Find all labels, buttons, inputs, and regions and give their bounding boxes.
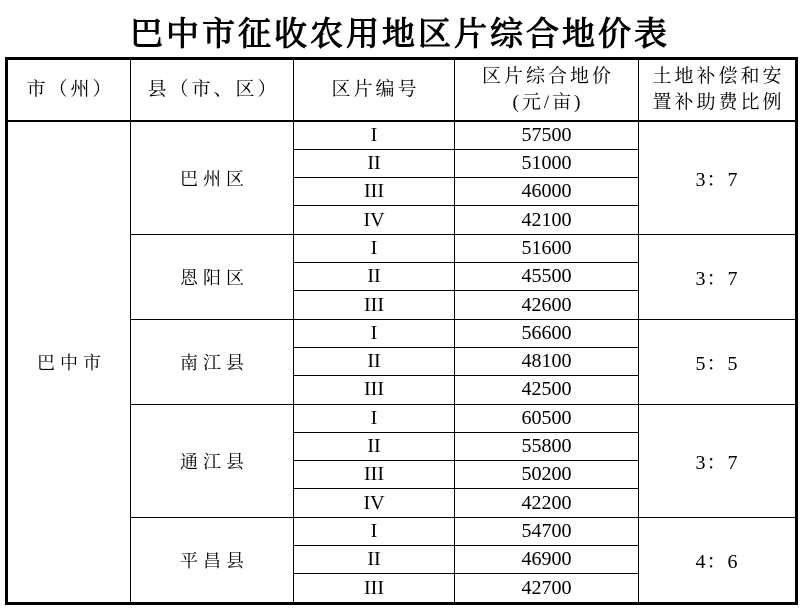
- table-body: [7, 121, 797, 604]
- header-zone-code-label: 区片编号: [331, 78, 420, 100]
- header-price: [455, 59, 639, 121]
- header-county-label: 县（市、区）: [147, 78, 280, 100]
- price-cell: 51000: [455, 149, 639, 177]
- zone-code-cell: III: [294, 574, 455, 604]
- zone-code-cell: II: [294, 432, 455, 460]
- zone-code-cell: I: [294, 404, 455, 432]
- header-price-line2: (元/亩): [512, 91, 584, 113]
- ratio-cell: 3：7: [639, 234, 797, 319]
- price-cell: 42700: [455, 574, 639, 604]
- table-header: [7, 59, 797, 121]
- county-cell: 巴州区: [131, 121, 294, 235]
- price-cell: 51600: [455, 234, 639, 262]
- price-cell: 48100: [455, 347, 639, 375]
- header-ratio: [639, 59, 797, 121]
- price-cell: 42500: [455, 376, 639, 404]
- header-zone-code: [294, 59, 455, 121]
- land-price-table: [5, 57, 798, 605]
- price-cell: 57500: [455, 121, 639, 150]
- price-cell: 50200: [455, 461, 639, 489]
- zone-code-cell: I: [294, 234, 455, 262]
- zone-code-cell: III: [294, 178, 455, 206]
- price-cell: 46000: [455, 178, 639, 206]
- zone-code-cell: IV: [294, 489, 455, 517]
- header-ratio-line2: 置补助费比例: [652, 91, 785, 113]
- price-cell: 42100: [455, 206, 639, 234]
- zone-code-cell: I: [294, 517, 455, 545]
- county-cell: 平昌县: [131, 517, 294, 603]
- ratio-cell: 3：7: [639, 404, 797, 517]
- ratio-cell: 5：5: [639, 319, 797, 404]
- page-title: 巴中市征收农用地区片综合地价表: [130, 17, 670, 53]
- header-city-label: 市（州）: [26, 78, 115, 100]
- table-row: [7, 121, 797, 150]
- zone-code-cell: II: [294, 546, 455, 574]
- header-city: [7, 59, 131, 121]
- county-cell: 恩阳区: [131, 234, 294, 319]
- price-cell: 60500: [455, 404, 639, 432]
- header-price-line1: 区片综合地价: [481, 66, 614, 88]
- price-cell: 55800: [455, 432, 639, 460]
- zone-code-cell: III: [294, 376, 455, 404]
- county-cell: 通江县: [131, 404, 294, 517]
- zone-code-cell: II: [294, 149, 455, 177]
- header-county: [131, 59, 294, 121]
- price-cell: 42200: [455, 489, 639, 517]
- zone-code-cell: III: [294, 291, 455, 319]
- zone-code-cell: III: [294, 461, 455, 489]
- header-row: [7, 59, 797, 121]
- zone-code-cell: II: [294, 347, 455, 375]
- price-cell: 46900: [455, 546, 639, 574]
- price-cell: 42600: [455, 291, 639, 319]
- county-cell: 南江县: [131, 319, 294, 404]
- ratio-cell: 3：7: [639, 121, 797, 235]
- zone-code-cell: I: [294, 319, 455, 347]
- zone-code-cell: I: [294, 121, 455, 150]
- price-cell: 56600: [455, 319, 639, 347]
- price-cell: 45500: [455, 263, 639, 291]
- city-cell: 巴中市: [7, 121, 131, 604]
- header-ratio-line1: 土地补偿和安: [652, 66, 785, 88]
- ratio-cell: 4：6: [639, 517, 797, 603]
- zone-code-cell: IV: [294, 206, 455, 234]
- price-cell: 54700: [455, 517, 639, 545]
- zone-code-cell: II: [294, 263, 455, 291]
